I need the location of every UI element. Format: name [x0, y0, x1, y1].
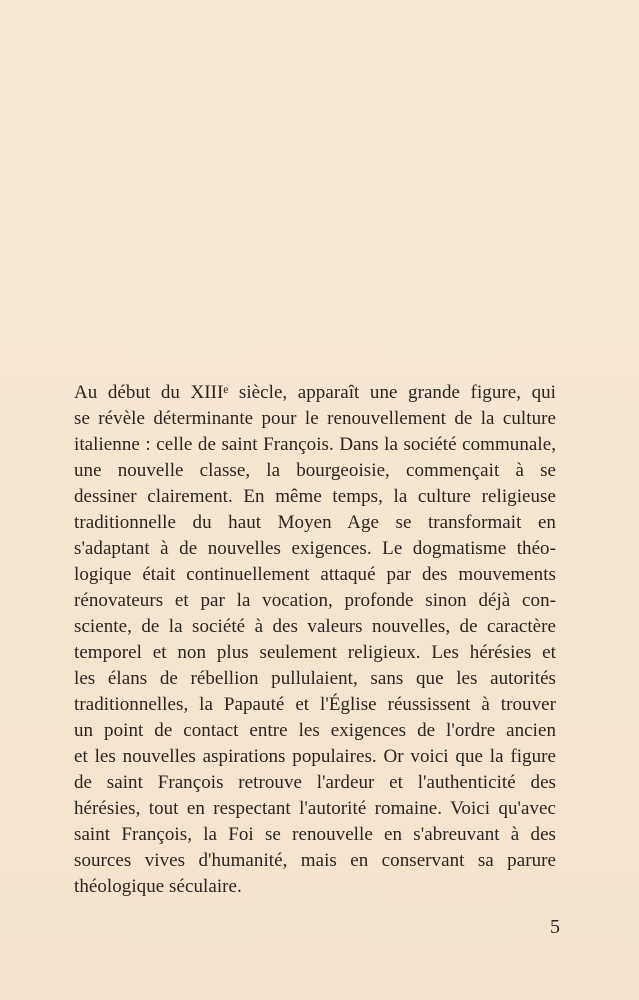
page-number: 5: [550, 916, 560, 938]
text-line: italienne : celle de saint François. Dans la société communale,: [74, 434, 556, 455]
text-line: temporel et non plus seulement religieux. Les hérésies et: [74, 642, 556, 663]
text-line: se révèle déterminante pour le renouvellement de la culture: [74, 408, 556, 429]
text-line: saint François, la Foi se renouvelle en s'abreuvant à des: [74, 824, 556, 845]
text-line: traditionnelles, la Papauté et l'Église réussissent à trouver: [74, 694, 556, 715]
text-line: une nouvelle classe, la bourgeoisie, commençait à se: [74, 460, 556, 481]
text-line: traditionnelle du haut Moyen Age se transformait en: [74, 512, 556, 533]
text-line: de saint François retrouve l'ardeur et l'authenticité des: [74, 772, 556, 793]
text-line: logique était continuellement attaqué par des mouvements: [74, 564, 556, 585]
text-line-last: théologique séculaire.: [74, 876, 242, 897]
text-line: les élans de rébellion pullulaient, sans que les autorités: [74, 668, 556, 689]
text-line: un point de contact entre les exigences de l'ordre ancien: [74, 720, 556, 741]
text-line: s'adaptant à de nouvelles exigences. Le dogmatisme théo-: [74, 538, 556, 559]
text-line: sources vives d'humanité, mais en conservant sa parure: [74, 850, 556, 871]
text-line: Au début du XIIIᵉ siècle, apparaît une grande figure, qui: [74, 382, 556, 403]
body-paragraph: [74, 380, 556, 900]
text-line: rénovateurs et par la vocation, profonde sinon déjà con-: [74, 590, 556, 611]
text-line: et les nouvelles aspirations populaires. Or voici que la figure: [74, 746, 556, 767]
text-line: dessiner clairement. En même temps, la culture religieuse: [74, 486, 556, 507]
text-line: hérésies, tout en respectant l'autorité romaine. Voici qu'avec: [74, 798, 556, 819]
text-line: sciente, de la société à des valeurs nouvelles, de caractère: [74, 616, 556, 637]
